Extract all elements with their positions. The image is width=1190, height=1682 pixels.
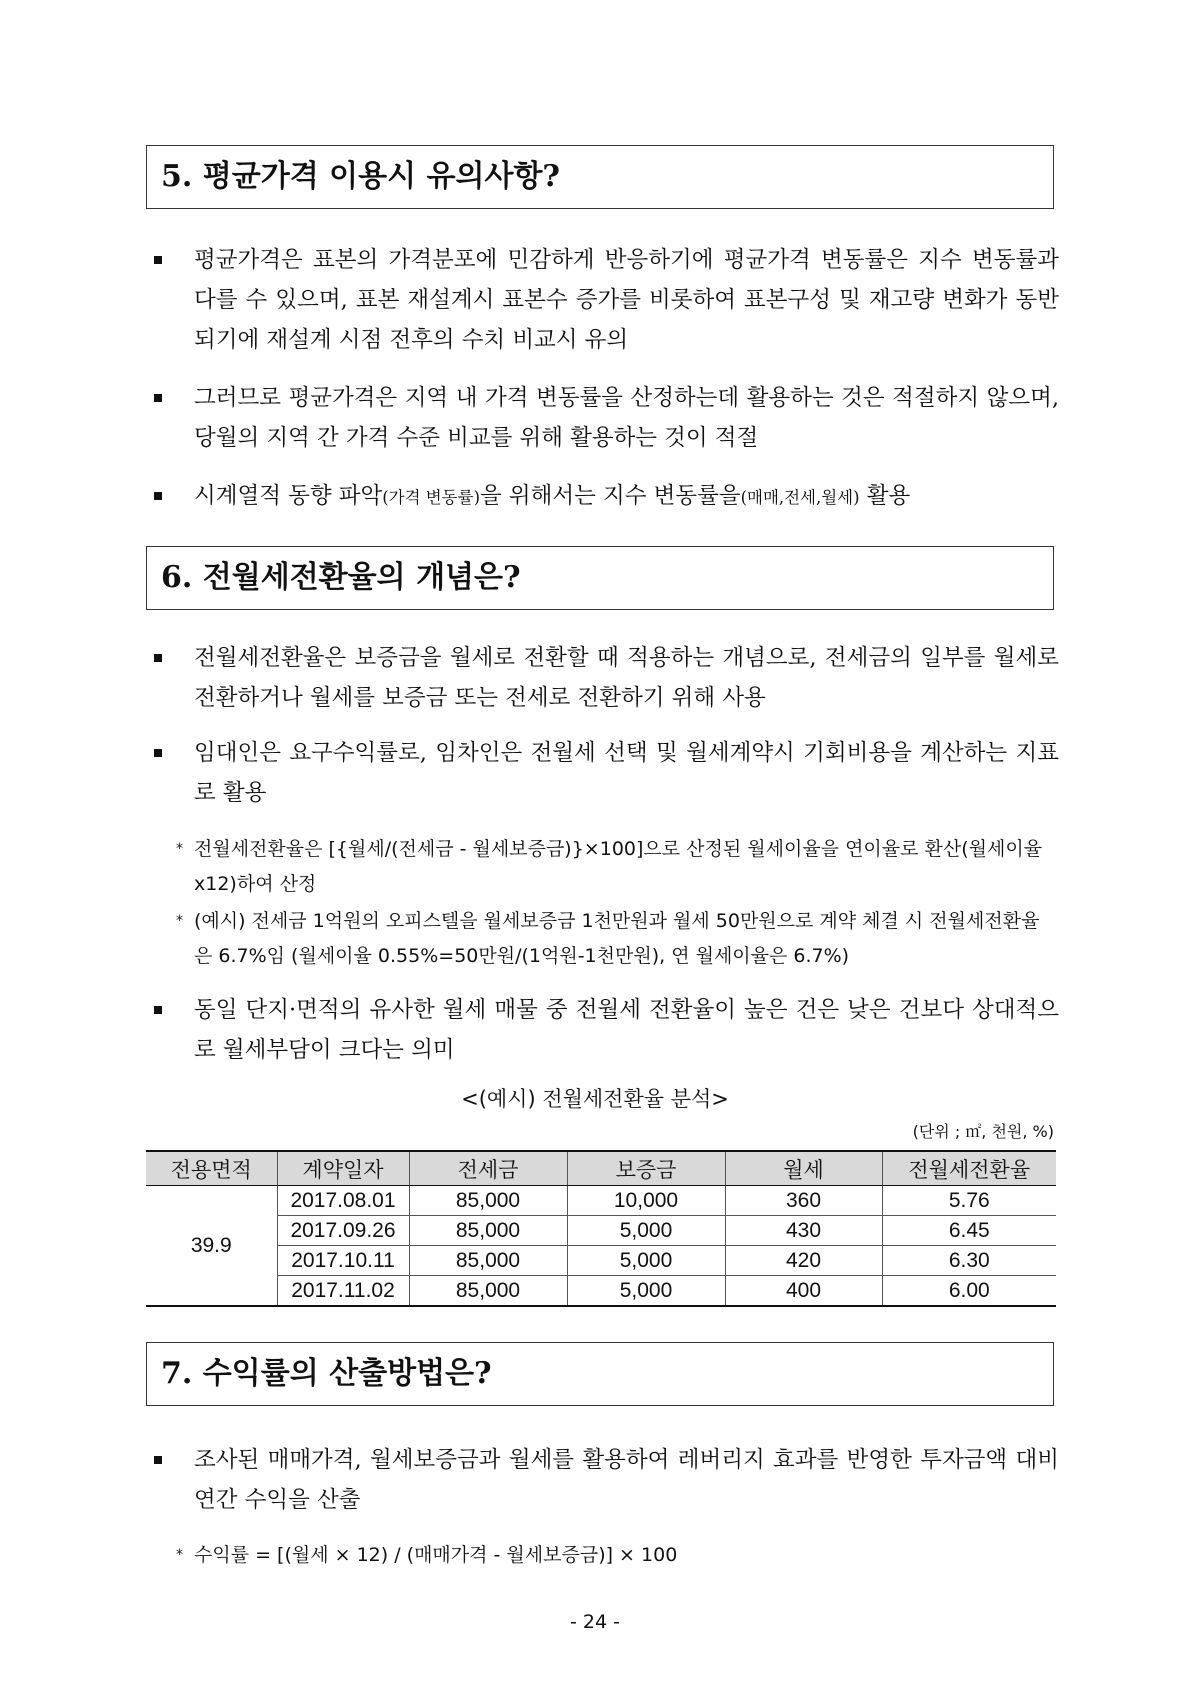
bullet-text: 그러므로 평균가격은 지역 내 가격 변동률을 산정하는데 활용하는 것은 적절하지 않으며, 당월의 지역 간 가격 수준 비교를 위해 활용하는 것이 적절 [194,385,1059,451]
table-row [146,1276,1056,1307]
table-cell: 85,000 [409,1246,567,1276]
bullet-marker [154,1456,162,1464]
section-5-title: 5. 평균가격 이용시 유의사항? [146,145,1054,209]
bullet-text: 전월세전환율은 보증금을 월세로 전환할 때 적용하는 개념으로, 전세금의 일부를 월세로 전환하거나 월세를 보증금 또는 전세로 전환하기 위해 사용 [194,645,1059,711]
table-cell: 5,000 [567,1216,725,1246]
table-row [146,1216,1056,1246]
footnote-text: 수익률 = [(월세 × 12) / (매매가격 - 월세보증금)] × 100 [194,1544,678,1566]
table-row [146,1186,1056,1216]
list-item [154,990,1059,1070]
footnote [176,1538,1056,1573]
table-cell: 10,000 [567,1186,725,1216]
asterisk-icon: * [176,841,183,857]
table-cell: 85,000 [409,1186,567,1216]
area-cell: 39.9 [146,1186,277,1307]
table-cell: 2017.09.26 [277,1216,409,1246]
header-jeonse: 전세금 [409,1151,567,1186]
table-cell: 2017.10.11 [277,1246,409,1276]
bullet-text: 평균가격은 표본의 가격분포에 민감하게 반응하기에 평균가격 변동률은 지수 변동률과 다를 수 있으며, 표본 재설계시 표본수 증가를 비롯하여 표본구성 및 재고량 변화가 동반되기에 재설계 시점 전후의 수치 비교시 유의 [194,247,1059,353]
bullet-marker [154,492,162,500]
bullet-marker [154,749,162,757]
table-cell: 360 [725,1186,882,1216]
footnote-text: 전월세전환율은 [{월세/(전세금 - 월세보증금)}×100]으로 산정된 월세이율을 연이율로 환산(월세이율x12)하여 산정 [194,838,1043,895]
header-area: 전용면적 [146,1151,277,1186]
bullet-text: 시계열적 동향 파악(가격 변동률)을 위해서는 지수 변동률을(매매,전세,월세) 활용 [194,483,911,509]
table-header-row [146,1151,1056,1186]
conversion-rate-table [146,1150,1056,1307]
table-cell: 5,000 [567,1276,725,1307]
bullet-text: 임대인은 요구수익률로, 임차인은 전월세 선택 및 월세계약시 기회비용을 계산하는 지표로 활용 [194,740,1059,806]
bullet-marker [154,1006,162,1014]
table-cell: 2017.11.02 [277,1276,409,1307]
table-caption: <(예시) 전월세전환율 분석> [461,1087,729,1111]
bullet-text: 조사된 매매가격, 월세보증금과 월세를 활용하여 레버리지 효과를 반영한 투자금액 대비 연간 수익을 산출 [194,1447,1059,1513]
asterisk-icon: * [176,1547,183,1563]
list-item [154,378,1059,458]
table-cell: 85,000 [409,1216,567,1246]
list-item [154,1440,1059,1520]
table-cell: 6.45 [882,1216,1056,1246]
list-item [154,638,1059,718]
header-deposit: 보증금 [567,1151,725,1186]
header-contract-date: 계약일자 [277,1151,409,1186]
table-cell: 5.76 [882,1186,1056,1216]
footnote [176,904,1056,974]
table-cell: 400 [725,1276,882,1307]
section-7-title: 7. 수익률의 산출방법은? [146,1342,1054,1406]
bullet-marker [154,394,162,402]
table-unit: (단위 ; ㎡, 천원, %) [912,1122,1054,1141]
bullet-marker [154,256,162,264]
header-conversion-rate: 전월세전환율 [882,1151,1056,1186]
list-item [154,476,1059,518]
table-cell: 2017.08.01 [277,1186,409,1216]
list-item [154,733,1059,813]
bullet-text: 동일 단지·면적의 유사한 월세 매물 중 전월세 전환율이 높은 건은 낮은 건보다 상대적으로 월세부담이 크다는 의미 [194,997,1059,1063]
table-cell: 420 [725,1246,882,1276]
page-number: - 24 - [570,1611,620,1633]
footnote [176,832,1056,902]
footnote-text: (예시) 전세금 1억원의 오피스텔을 월세보증금 1천만원과 월세 50만원으로 계약 체결 시 전월세전환율은 6.7%임 (월세이율 0.55%=50만원/(1억원-1천만원), 연 월세이율은 6.7%) [194,910,1040,967]
table-row [146,1246,1056,1276]
section-6-title: 6. 전월세전환율의 개념은? [146,546,1054,610]
table-cell: 85,000 [409,1276,567,1307]
table-cell: 430 [725,1216,882,1246]
table-cell: 6.30 [882,1246,1056,1276]
table-cell: 5,000 [567,1246,725,1276]
bullet-marker [154,654,162,662]
table-cell: 6.00 [882,1276,1056,1307]
header-monthly-rent: 월세 [725,1151,882,1186]
asterisk-icon: * [176,913,183,929]
list-item [154,240,1059,360]
